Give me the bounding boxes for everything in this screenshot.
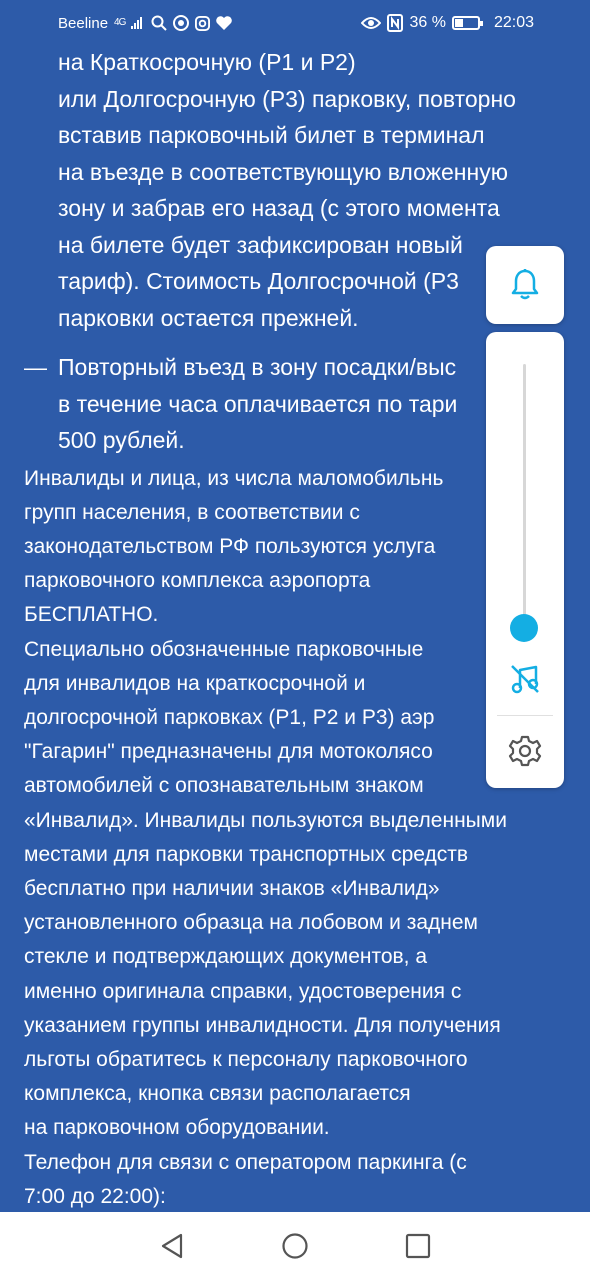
text-line: законодательством РФ пользуются услуга bbox=[24, 534, 436, 558]
clock: 22:03 bbox=[493, 14, 534, 31]
home-icon bbox=[281, 1232, 309, 1260]
music-off-icon[interactable] bbox=[508, 662, 542, 696]
signal-icon bbox=[131, 17, 145, 29]
text-line: на въезде в соответствующую вложенную bbox=[58, 158, 508, 185]
home-button[interactable] bbox=[280, 1231, 310, 1261]
text-line: на билете будет зафиксирован новый bbox=[58, 231, 463, 258]
volume-slider-track[interactable] bbox=[523, 364, 526, 630]
eye-icon bbox=[361, 16, 381, 30]
text-line: парковочного комплекса аэропорта bbox=[24, 569, 371, 593]
carrier-label: Beeline bbox=[58, 14, 109, 32]
status-bar bbox=[0, 0, 590, 46]
bell-icon bbox=[510, 268, 540, 302]
text-line: бесплатно при наличии знаков «Инвалид» bbox=[24, 876, 440, 900]
back-icon bbox=[159, 1232, 185, 1260]
volume-panel bbox=[486, 332, 564, 788]
text-line: Повторный въезд в зону посадки/выс bbox=[58, 354, 457, 380]
text-line: 500 рублей. bbox=[58, 427, 185, 453]
text-line: Специально обозначенные парковочные bbox=[24, 637, 424, 661]
text-line: на Краткосрочную (P1 и P2) bbox=[58, 49, 356, 75]
text-line: именно оригинала справки, удостоверения с bbox=[24, 979, 462, 1003]
text-line: вставив парковочный билет в терминал bbox=[58, 122, 485, 148]
text-line: стекле и подтверждающих документов, а bbox=[24, 945, 428, 969]
back-button[interactable] bbox=[157, 1231, 187, 1261]
text-line: Телефон для связи с оператором паркинга (с bbox=[24, 1150, 467, 1174]
battery-percent: 36 % bbox=[409, 14, 446, 31]
text-line: тариф). Стоимость Долгосрочной (P3 bbox=[58, 268, 459, 294]
text-line: на парковочном оборудовании. bbox=[24, 1116, 330, 1140]
volume-slider-thumb[interactable] bbox=[510, 614, 538, 642]
instagram-icon bbox=[195, 16, 210, 31]
battery-icon bbox=[452, 16, 480, 30]
status-right bbox=[361, 14, 534, 32]
heart-icon bbox=[216, 16, 232, 30]
text-line: "Гагарин" предназначены для мотоколясо bbox=[24, 740, 433, 764]
text-line: автомобилей с опознавательным знаком bbox=[24, 774, 424, 798]
text-line: 7:00 до 22:00): bbox=[24, 1184, 166, 1208]
text-line: комплекса, кнопка связи располагается bbox=[24, 1082, 411, 1106]
navigation-bar bbox=[0, 1212, 590, 1280]
text-line: местами для парковки транспортных средств bbox=[24, 842, 469, 866]
text-line: или Долгосрочную (P3) парковку, повторно bbox=[58, 85, 516, 112]
ringer-mode-button[interactable] bbox=[486, 246, 564, 324]
text-line: указанием группы инвалидности. Для получения bbox=[24, 1013, 501, 1037]
text-line: в течение часа оплачивается по тари bbox=[58, 390, 458, 417]
status-left bbox=[58, 15, 232, 32]
text-line: льготы обратитесь к персоналу парковочного bbox=[24, 1047, 468, 1071]
text-line: Инвалиды и лица, из числа маломобильнь bbox=[24, 466, 444, 490]
text-line: БЕСПЛАТНО. bbox=[24, 603, 159, 627]
text-line: долгосрочной парковках (P1, P2 и P3) аэр bbox=[24, 705, 435, 729]
nfc-icon bbox=[387, 14, 403, 32]
text-line: установленного образца на лобовом и заднем bbox=[24, 911, 478, 935]
chrome-icon bbox=[173, 15, 189, 31]
battery-fill bbox=[455, 19, 463, 27]
text-line: для инвалидов на краткосрочной и bbox=[24, 671, 366, 695]
text-line: зону и забрав его назад (с этого момента bbox=[58, 195, 500, 221]
panel-divider bbox=[497, 715, 553, 716]
recents-icon bbox=[405, 1233, 431, 1259]
list-dash: — bbox=[24, 354, 47, 380]
recents-button[interactable] bbox=[403, 1231, 433, 1261]
text-line: парковки остается прежней. bbox=[58, 304, 359, 331]
network-label: 4G bbox=[114, 17, 126, 28]
search-icon bbox=[151, 15, 167, 31]
text-line: групп населения, в соответствии с bbox=[24, 500, 360, 524]
gear-icon[interactable] bbox=[508, 734, 542, 768]
text-line: «Инвалид». Инвалиды пользуются выделенными bbox=[24, 808, 507, 832]
